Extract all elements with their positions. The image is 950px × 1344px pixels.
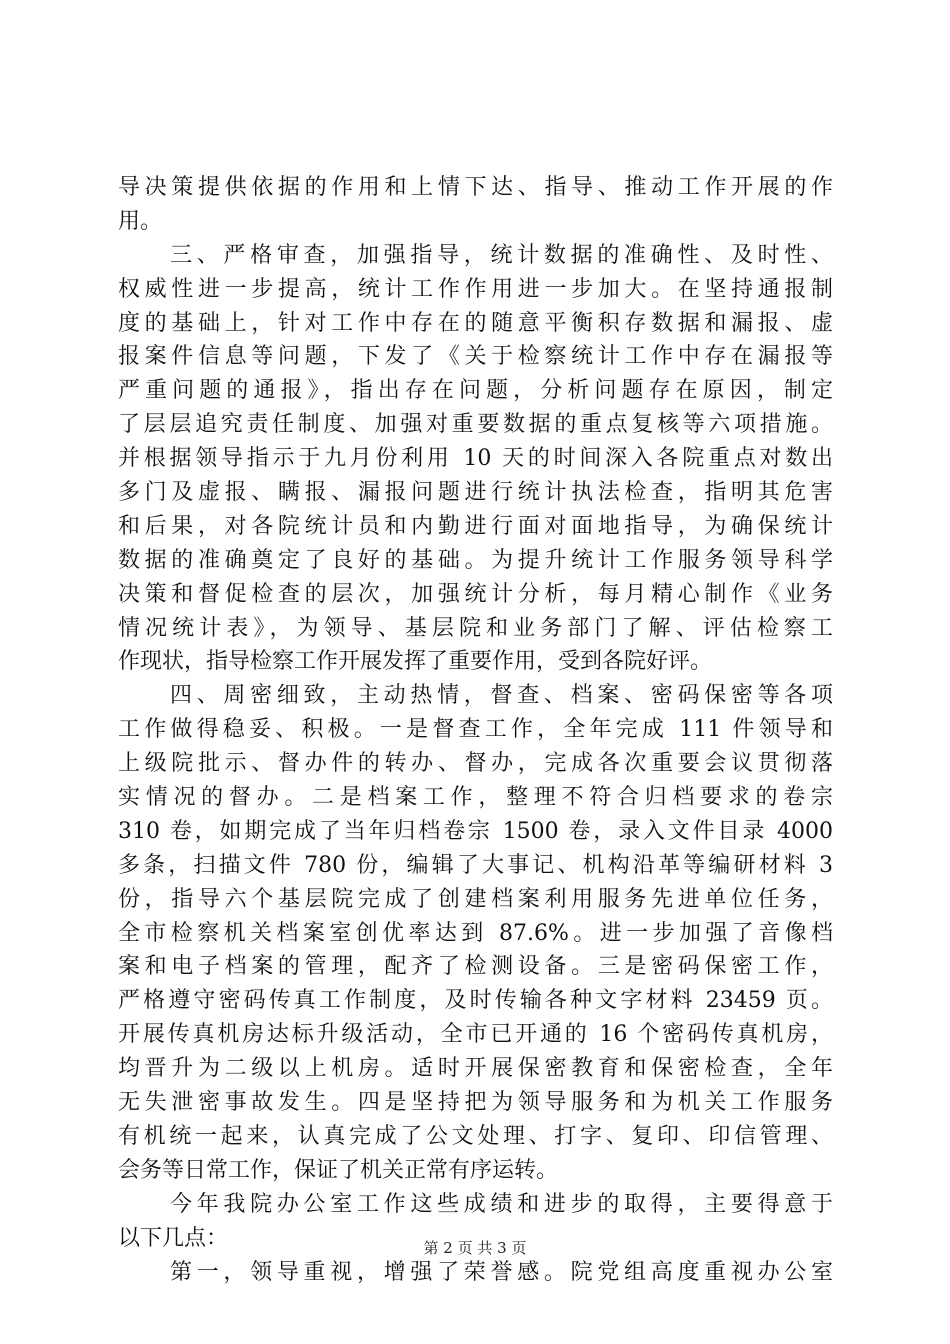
body-text (118, 171, 833, 1289)
text-line: 导决策提供依据的作用和上情下达、指导、推动工作开展的作 (118, 175, 833, 200)
text-line: 严格遵守密码传真工作制度，及时传输各种文字材料 23459 页。 (118, 988, 833, 1014)
text-line: 四、周密细致，主动热情，督查、档案、密码保密等各项 (170, 683, 833, 709)
text-line: 三、严格审查，加强指导，统计数据的准确性、及时性、 (170, 242, 833, 268)
text-line: 工作做得稳妥、积极。一是督查工作，全年完成 111 件领导和 (118, 717, 833, 743)
text-line: 用。 (118, 208, 163, 234)
text-line: 案和电子档案的管理，配齐了检测设备。三是密码保密工作， (118, 954, 833, 980)
text-line: 和后果，对各院统计员和内勤进行面对面地指导，为确保统计 (118, 513, 833, 539)
text-line: 全市检察机关档案室创优率达到 87.6%。进一步加强了音像档 (118, 920, 833, 946)
text-line: 作现状，指导检察工作开展发挥了重要作用，受到各院好评。 (118, 649, 713, 675)
text-line: 报案件信息等问题，下发了《关于检察统计工作中存在漏报等 (118, 344, 833, 370)
text-line: 多条，扫描文件 780 份，编辑了大事记、机构沿革等编研材料 3 (118, 852, 833, 878)
text-line: 310 卷，如期完成了当年归档卷宗 1500 卷，录入文件目录 4000 (118, 818, 833, 844)
text-line: 有机统一起来，认真完成了公文处理、打字、复印、印信管理、 (118, 1123, 833, 1149)
text-line: 并根据领导指示于九月份利用 10 天的时间深入各院重点对数出 (118, 446, 833, 472)
text-line: 多门及虚报、瞒报、漏报问题进行统计执法检查，指明其危害 (118, 480, 833, 506)
text-line: 上级院批示、督办件的转办、督办，完成各次重要会议贯彻落 (118, 751, 833, 777)
text-line: 实情况的督办。二是档案工作，整理不符合归档要求的卷宗 (118, 785, 833, 811)
text-line: 今年我院办公室工作这些成绩和进步的取得，主要得意于 (170, 1191, 833, 1217)
text-line: 均晋升为二级以上机房。适时开展保密教育和保密检查，全年 (118, 1056, 833, 1082)
text-line: 严重问题的通报》，指出存在问题，分析问题存在原因，制定 (118, 378, 833, 404)
text-line: 度的基础上，针对工作中存在的随意平衡积存数据和漏报、虚 (118, 310, 833, 336)
text-line: 第一，领导重视，增强了荣誉感。院党组高度重视办公室 (170, 1259, 833, 1285)
text-line: 会务等日常工作，保证了机关正常有序运转。 (118, 1157, 559, 1183)
text-line: 无失泄密事故发生。四是坚持把为领导服务和为机关工作服务 (118, 1090, 833, 1116)
text-line: 权威性进一步提高，统计工作作用进一步加大。在坚持通报制 (118, 276, 833, 302)
text-line: 开展传真机房达标升级活动，全市已开通的 16 个密码传真机房， (118, 1022, 833, 1048)
text-line: 份，指导六个基层院完成了创建档案利用服务先进单位任务， (118, 886, 833, 912)
text-line: 数据的准确奠定了良好的基础。为提升统计工作服务领导科学 (118, 547, 833, 573)
page-footer: 第 2 页 共 3 页 (423, 1239, 527, 1257)
text-line: 决策和督促检查的层次，加强统计分析，每月精心制作《业务 (118, 581, 833, 607)
text-line: 了层层追究责任制度、加强对重要数据的重点复核等六项措施。 (118, 412, 833, 438)
text-line: 以下几点： (118, 1225, 229, 1251)
text-line: 情况统计表》，为领导、基层院和业务部门了解、评估检察工 (118, 615, 833, 641)
